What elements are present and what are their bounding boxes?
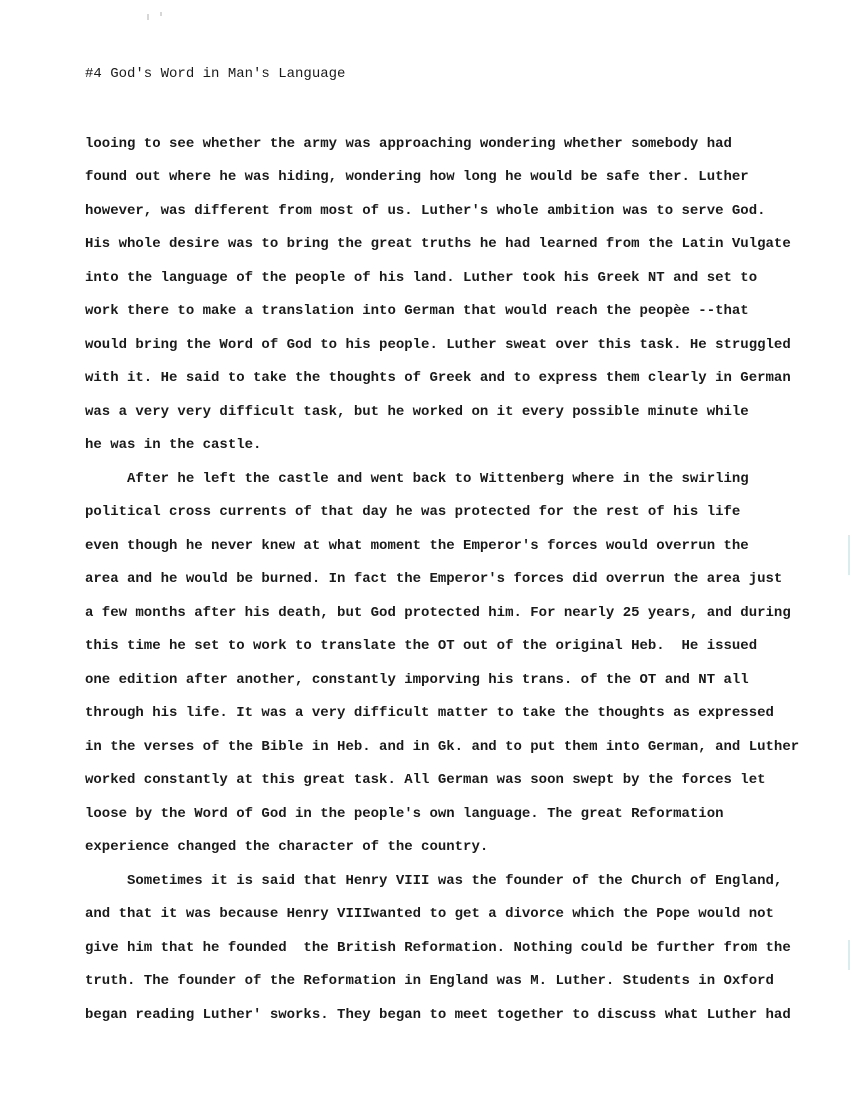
text-line: loose by the Word of God in the people's own language. The great Reformation (85, 806, 724, 822)
text-line: he was in the castle. (85, 437, 262, 453)
scan-edge-mark (848, 940, 850, 970)
text-line: would bring the Word of God to his people. Luther sweat over this task. He struggled (85, 337, 791, 353)
text-line: one edition after another, constantly imporving his trans. of the OT and NT all (85, 672, 749, 688)
text-line: however, was different from most of us. Luther's whole ambition was to serve God. (85, 203, 766, 219)
text-line: truth. The founder of the Reformation in England was M. Luther. Students in Oxford (85, 973, 774, 989)
text-line: began reading Luther' sworks. They began to meet together to discuss what Luther had (85, 1007, 791, 1023)
text-line: found out where he was hiding, wondering how long he would be safe ther. Luther (85, 169, 749, 185)
scan-edge-mark (848, 535, 850, 575)
text-line: area and he would be burned. In fact the Emperor's forces did overrun the area just (85, 571, 783, 587)
text-line: a few months after his death, but God protected him. For nearly 25 years, and during (85, 605, 791, 621)
text-line: experience changed the character of the country. (85, 839, 489, 855)
text-line: Sometimes it is said that Henry VIII was the founder of the Church of England, (85, 873, 783, 889)
text-line: worked constantly at this great task. All German was soon swept by the forces let (85, 772, 766, 788)
text-line: His whole desire was to bring the great truths he had learned from the Latin Vulgate (85, 236, 791, 252)
page-header: #4 God's Word in Man's Language (85, 66, 346, 82)
text-line: looing to see whether the army was approaching wondering whether somebody had (85, 136, 732, 152)
text-line: work there to make a translation into German that would reach the peopèe --that (85, 303, 749, 319)
text-line: in the verses of the Bible in Heb. and in Gk. and to put them into German, and Luther (85, 739, 800, 755)
text-line: through his life. It was a very difficult matter to take the thoughts as expressed (85, 705, 774, 721)
text-line: political cross currents of that day he was protected for the rest of his life (85, 504, 741, 520)
text-line: give him that he founded the British Reformation. Nothing could be further from the (85, 940, 791, 956)
scan-speck (147, 14, 149, 20)
text-line: After he left the castle and went back to Wittenberg where in the swirling (85, 471, 749, 487)
text-line: and that it was because Henry VIIIwanted to get a divorce which the Pope would not (85, 906, 774, 922)
text-line: was a very very difficult task, but he worked on it every possible minute while (85, 404, 749, 420)
text-line: this time he set to work to translate the OT out of the original Heb. He issued (85, 638, 758, 654)
text-line: even though he never knew at what moment the Emperor's forces would overrun the (85, 538, 749, 554)
scan-speck (160, 12, 162, 16)
text-line: with it. He said to take the thoughts of Greek and to express them clearly in German (85, 370, 791, 386)
text-line: into the language of the people of his land. Luther took his Greek NT and set to (85, 270, 758, 286)
